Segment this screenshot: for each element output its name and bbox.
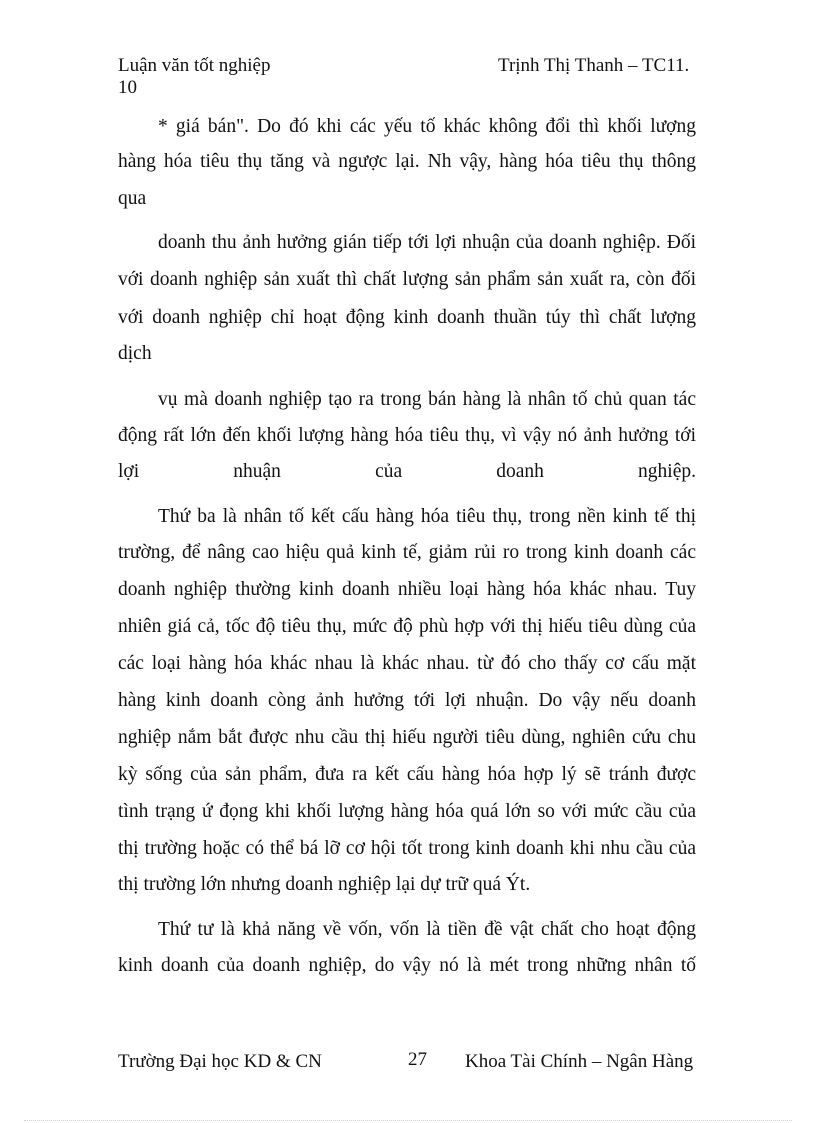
- body-line-11: Thứ ba là nhân tố kết cấu hàng hóa tiêu thụ, trong nền kinh tế thị: [158, 506, 696, 527]
- body-line-8: vụ mà doanh nghiệp tạo ra trong bán hàng là nhân tố chủ quan tác: [158, 389, 696, 410]
- body-line-21: thị trường lớn nhưng doanh nghiệp lại dự trữ quá Ýt.: [118, 874, 531, 895]
- body-line-19: tình trạng ứ đọng khi khối lượng hàng hóa quá lớn so với mức cầu của: [118, 801, 696, 822]
- body-line-17: nghiệp nắm bắt được nhu cầu thị hiếu người tiêu dùng, nghiên cứu chu: [118, 727, 696, 748]
- footer-right: Khoa Tài Chính – Ngân Hàng: [465, 1051, 694, 1072]
- page-bottom-edge: [24, 1120, 792, 1121]
- body-line-3: qua: [118, 188, 147, 209]
- body-line-13: doanh nghiệp thường kinh doanh nhiều loại hàng hóa khác nhau. Tuy: [118, 579, 696, 600]
- header-left: Luận văn tốt nghiệp: [118, 55, 271, 76]
- body-line-7: dịch: [118, 343, 152, 364]
- body-line-18: kỳ sống của sản phẩm, đưa ra kết cấu hàng hóa hợp lý sẽ tránh được: [118, 764, 696, 785]
- body-line-16: hàng kinh doanh còng ảnh hưởng tới lợi nhuận. Do vậy nếu doanh: [118, 690, 696, 711]
- body-line-2: hàng hóa tiêu thụ tăng và ngược lại. Nh vậy, hàng hóa tiêu thụ thông: [118, 151, 696, 172]
- body-line-9: động rất lớn đến khối lượng hàng hóa tiêu thụ, vì vậy nó ảnh hưởng tới: [118, 425, 696, 446]
- body-line-14: nhiên giá cả, tốc độ tiêu thụ, mức độ phù hợp với thị hiếu tiêu dùng của: [118, 616, 696, 637]
- body-line-22: Thứ tư là khả năng về vốn, vốn là tiền đề vật chất cho hoạt động: [158, 919, 696, 940]
- header-number: 10: [118, 77, 137, 98]
- page-number: 27: [408, 1049, 427, 1070]
- body-line-6: với doanh nghiệp chỉ hoạt động kinh doanh thuần túy thì chất lượng: [118, 307, 696, 328]
- body-line-10: lợi nhuận của doanh nghiệp.: [118, 461, 696, 482]
- body-line-20: thị trường hoặc có thể bá lỡ cơ hội tốt trong kinh doanh khi nhu cầu của: [118, 838, 696, 859]
- footer-left: Trường Đại học KD & CN: [118, 1051, 322, 1072]
- body-line-4: doanh thu ảnh hưởng gián tiếp tới lợi nhuận của doanh nghiệp. Đối: [158, 232, 696, 253]
- body-line-5: với doanh nghiệp sản xuất thì chất lượng sản phẩm sản xuất ra, còn đối: [118, 269, 696, 290]
- body-line-12: trường, để nâng cao hiệu quả kinh tế, giảm rủi ro trong kinh doanh các: [118, 542, 696, 563]
- header-right: Trịnh Thị Thanh – TC11.: [498, 55, 690, 76]
- body-line-23: kinh doanh của doanh nghiệp, do vậy nó là mét trong những nhân tố: [118, 955, 696, 976]
- body-line-15: các loại hàng hóa khác nhau là khác nhau. từ đó cho thấy cơ cấu mặt: [118, 653, 696, 674]
- body-line-1: * giá bán". Do đó khi các yếu tố khác không đổi thì khối lượng: [158, 116, 696, 137]
